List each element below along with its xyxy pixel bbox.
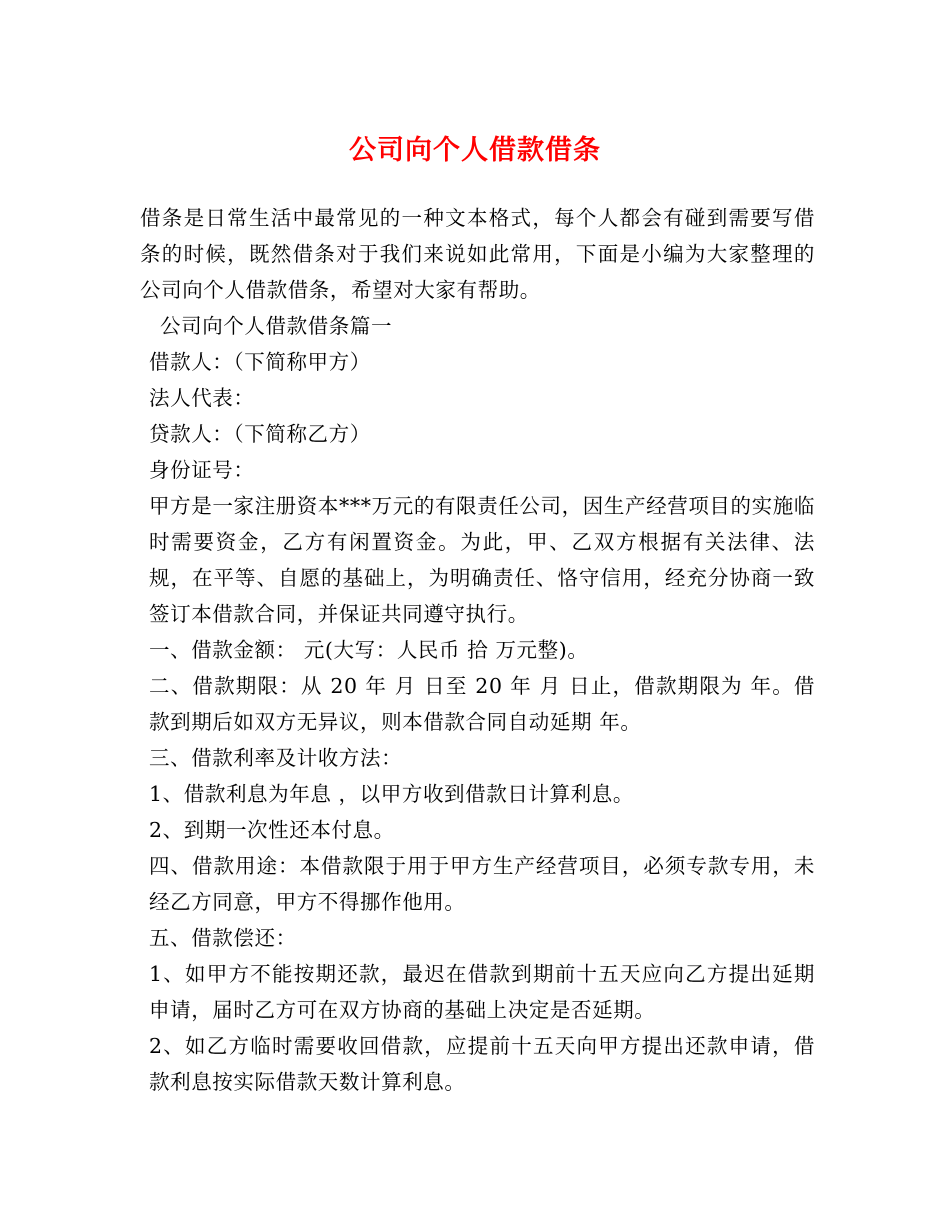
legal-representative-line: 法人代表： bbox=[149, 386, 255, 410]
clause-term: 二、借款期限：从 20 年 月 日至 20 年 月 日止，借款期限为 年。借款到期后如双方无异议，则本借款合同自动延期 年。 bbox=[149, 674, 815, 734]
document-body bbox=[140, 200, 815, 1100]
intro-paragraph: 借条是日常生活中最常见的一种文本格式，每个人都会有碰到需要写借条的时候，既然借条对于我们来说如此常用，下面是小编为大家整理的公司向个人借款借条，希望对大家有帮助。 bbox=[140, 206, 815, 302]
clause-amount: 一、借款金额： 元(大写：人民币 拾 万元整)。 bbox=[149, 638, 589, 662]
id-number-line: 身份证号： bbox=[149, 458, 255, 482]
document-title: 公司向个人借款借条 bbox=[349, 135, 601, 166]
lender-line: 贷款人：（下简称乙方） bbox=[149, 422, 371, 446]
clause-interest-item-1: 1、借款利息为年息 ，以甲方收到借款日计算利息。 bbox=[149, 782, 634, 806]
clause-interest-item-2: 2、到期一次性还本付息。 bbox=[149, 818, 395, 842]
clause-purpose: 四、借款用途：本借款限于用于甲方生产经营项目，必须专款专用，未经乙方同意，甲方不得挪作他用。 bbox=[149, 854, 815, 914]
section-heading: 公司向个人借款借条篇一 bbox=[160, 314, 393, 338]
clause-repayment-item-2: 2、如乙方临时需要收回借款，应提前十五天向甲方提出还款申请，借款利息按实际借款天数计算利息。 bbox=[149, 1034, 815, 1094]
clause-repayment-item-1: 1、如甲方不能按期还款，最迟在借款到期前十五天应向乙方提出延期申请，届时乙方可在双方协商的基础上决定是否延期。 bbox=[149, 962, 815, 1022]
clause-repayment-heading: 五、借款偿还： bbox=[149, 926, 297, 950]
preamble-paragraph: 甲方是一家注册资本***万元的有限责任公司，因生产经营项目的实施临时需要资金，乙方有闲置资金。为此，甲、乙双方根据有关法律、法规，在平等、自愿的基础上，为明确责任、恪守信用，经充分协商一致签订本借款合同，并保证共同遵守执行。 bbox=[149, 494, 815, 626]
borrower-line: 借款人：（下简称甲方） bbox=[149, 350, 371, 374]
clause-interest-heading: 三、借款利率及计收方法： bbox=[149, 746, 403, 770]
